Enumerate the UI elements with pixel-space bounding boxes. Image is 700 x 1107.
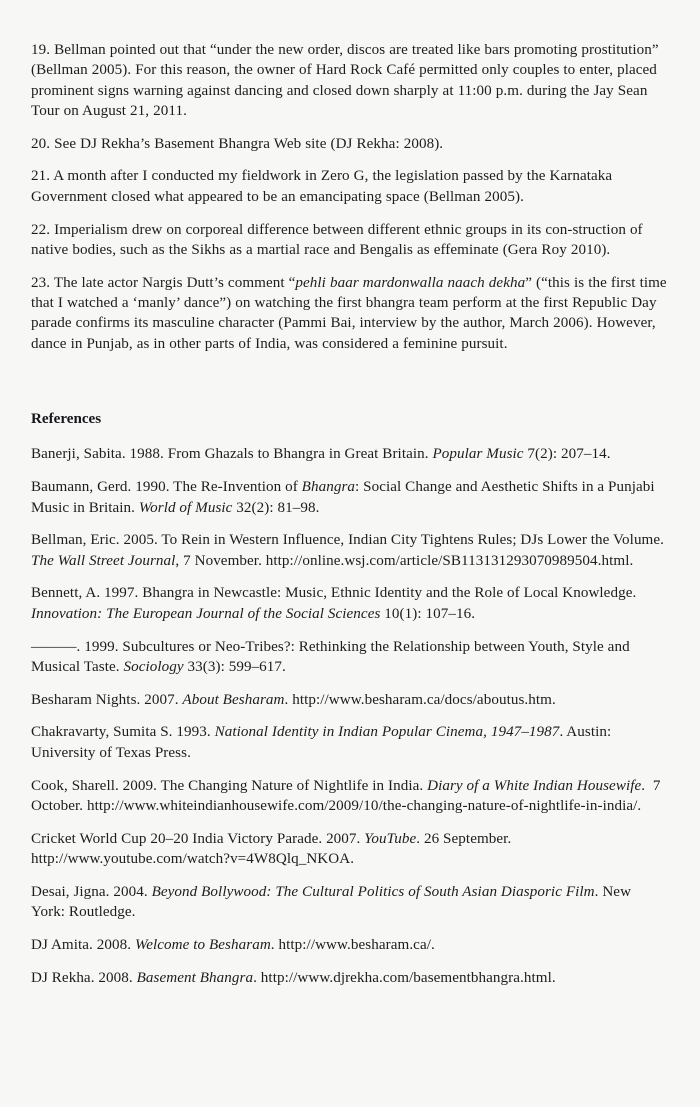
roman-text: . http://www.besharam.ca/.: [270, 936, 435, 953]
references-heading: References: [31, 410, 102, 427]
reference-entry: [31, 690, 668, 710]
roman-text: . 7 October. http://www.whiteindianhousewife.com/2009/10/the-changing-nature-of-nightlife-in-india/.: [31, 777, 665, 814]
roman-text: DJ Rekha. 2008.: [31, 969, 137, 986]
reference-entry: [31, 776, 668, 817]
endnote: [31, 166, 668, 207]
roman-text: Bennett, A. 1997. Bhangra in Newcastle: Music, Ethnic Identity and the Role of Local Knowledge.: [31, 585, 641, 602]
reference-entry: [31, 477, 668, 518]
roman-text: . Austin: University of Texas Press.: [31, 724, 616, 761]
roman-text: ” (“this is the first time that I watched a ‘manly’ dance”) on watching the first bhangra team perform at the first Republic Day parade confirms its masculine character (Pammi Bai, interview by the author, March 2006). However, dance in Punjab, as in other parts of India, was considered a feminine pursuit.: [31, 274, 671, 352]
roman-text: 7(2): 207–14.: [523, 446, 611, 463]
italic-text: Basement Bhangra: [136, 969, 254, 986]
roman-text: Chakravarty, Sumita S. 1993.: [31, 724, 215, 741]
roman-text: 19. Bellman pointed out that “under the new order, discos are treated like bars promoting prostitution” (Bellman 2005). For this reason, the owner of Hard Rock Café permitted only couples to enter, placed prominent signs warning against dancing and closed down sharply at 11:00 p.m. during the Jay Sean Tour on August 21, 2011.: [31, 42, 663, 119]
italic-text: The Wall Street Journal: [31, 552, 176, 569]
italic-text: Diary of a White Indian Housewife: [427, 777, 642, 794]
roman-text: . 26 September. http://www.youtube.com/watch?v=4W8Qlq_NKOA.: [31, 830, 516, 867]
roman-text: 20. See DJ Rekha’s Basement Bhangra Web site (DJ Rekha: 2008).: [31, 135, 444, 152]
roman-text: ———. 1999. Subcultures or Neo-Tribes?: Rethinking the Relationship between Youth, Style and Musical Taste.: [31, 638, 634, 675]
reference-entry: [31, 530, 668, 571]
italic-text: Innovation: The European Journal of the Social Sciences: [31, 605, 381, 622]
roman-text: Bellman, Eric. 2005. To Rein in Western Influence, Indian City Tightens Rules; DJs Lower the Volume.: [31, 532, 668, 549]
reference-entry: [31, 637, 668, 678]
endnote: [31, 220, 668, 261]
italic-text: Welcome to Besharam: [134, 936, 271, 953]
reference-entry: [31, 935, 668, 955]
italic-text: Popular Music: [432, 446, 524, 463]
roman-text: , 7 November. http://online.wsj.com/article/SB113131293070989504.html.: [175, 552, 634, 569]
endnote: [31, 273, 671, 354]
roman-text: 22. Imperialism drew on corporeal difference between different ethnic groups in its con-struction of native bodies, such as the Sikhs as a martial race and Bengalis as effeminate (Gera Roy 2010).: [31, 221, 647, 258]
italic-text: Beyond Bollywood: The Cultural Politics of South Asian Diasporic Film: [151, 883, 595, 900]
roman-text: 32(2): 81–98.: [232, 499, 320, 516]
roman-text: Cook, Sharell. 2009. The Changing Nature of Nightlife in India.: [31, 777, 428, 794]
roman-text: Cricket World Cup 20–20 India Victory Parade. 2007.: [31, 830, 365, 847]
italic-text: World of Music: [138, 499, 233, 516]
roman-text: 10(1): 107–16.: [380, 605, 476, 622]
italic-text: National Identity in Indian Popular Cinema, 1947–1987: [214, 724, 560, 741]
roman-text: Banerji, Sabita. 1988. From Ghazals to Bhangra in Great Britain.: [31, 446, 433, 463]
roman-text: Besharam Nights. 2007.: [31, 691, 183, 708]
endnote: [31, 40, 668, 121]
italic-text: Sociology: [123, 658, 184, 675]
italic-text: YouTube: [364, 830, 417, 847]
endnote: [31, 134, 668, 154]
roman-text: 21. A month after I conducted my fieldwork in Zero G, the legislation passed by the Karnataka Government closed what appeared to be an emancipating space (Bellman 2005).: [31, 168, 617, 205]
roman-text: Baumann, Gerd. 1990. The Re-Invention of: [31, 479, 302, 496]
roman-text: Desai, Jigna. 2004.: [31, 883, 152, 900]
references-list: [31, 444, 668, 987]
reference-entry: [31, 722, 668, 763]
reference-entry: [31, 882, 668, 923]
roman-text: . http://www.besharam.ca/docs/aboutus.htm.: [284, 691, 556, 708]
reference-entry: [31, 583, 668, 624]
roman-text: 33(3): 599–617.: [183, 658, 286, 675]
roman-text: : Social Change and Aesthetic Shifts in a Punjabi Music in Britain.: [31, 479, 659, 516]
reference-entry: [31, 444, 668, 464]
roman-text: . http://www.djrekha.com/basementbhangra.html.: [253, 969, 556, 986]
roman-text: DJ Amita. 2008.: [31, 936, 135, 953]
reference-entry: [31, 829, 668, 870]
italic-text: Bhangra: [301, 479, 356, 496]
references-section: [31, 410, 668, 988]
italic-text: About Besharam: [182, 691, 285, 708]
roman-text: 23. The late actor Nargis Dutt’s comment “: [31, 274, 296, 291]
reference-entry: [31, 968, 668, 988]
endnotes-section: [31, 40, 671, 354]
roman-text: . New York: Routledge.: [31, 883, 635, 921]
italic-text: pehli baar mardonwalla naach dekha: [295, 274, 526, 291]
